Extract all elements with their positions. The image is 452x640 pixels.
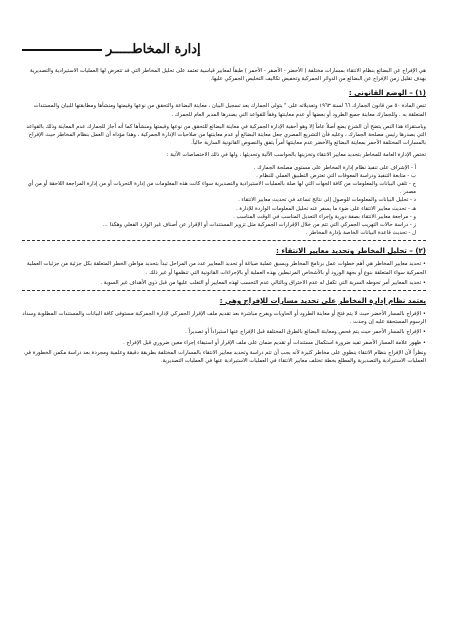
task-item: ج - تلقي البيانات والمعلومات من كافة الجهات التي لها صلة بالعمليات الاستيرادية والتصديرية سواء كانت هذه المعلومات من إدارة التحريات أو من إدارة المراجعة اللاحقة أو من أي مصدر . [27,181,416,196]
tasks-intro: تختص الإدارة العامة للمخاطر بتحديد معايير الانتقاء وتخزينها بالحواسب الآلية وتحديثها ، ولها في ذلك الاختصاصات الآتية : [166,152,426,159]
task-item: ل - تحديث قاعدة البيانات الخاصة بإدارة المخاطر . [305,230,416,237]
intro-paragraph: هي الإفراج عن البضائع بنظام الانتقاء بمسارات مختلفة ( الأخضر - الأصفر - الأحمر ) طبقاً لمعايير قياسية تعتمد على تحليل المخاطر التي قد تتعرض لها العمليات الاستيرادية والتصديرية بهدف تقليل زمن الإفراج عن البضائع من الدوائر الجمركية وتخفيض تكاليف التخليص الجمركي عليها. [30,68,426,83]
bullet-item [22,279,426,287]
bullet-text: تحديد معايير المخاطر هي أهم خطوات عمل برنامج المخاطر ويسبق عملية صياغة أو تحديد المعايير عدد من المراحل تبدأ بتحديد مواطن الخطر المتعلقة بكل جزئية من جزئيات العملية الجمركية سواء المتعلقة بنوع أو بجهة الورود أو بالأشخاص المرتبطين بهذه العملية أو بالإجراءات القانونية التي تنظمها أو غير ذلك . [26,261,426,276]
section-2-bullets [22,260,426,287]
section-3-heading: يعتمد نظام إدارة المخاطر على تحديد مسارات للإفراج وهي : [219,297,426,306]
task-item: أ - الإشراف على تنفيذ نظام إدارة المخاطر على مستوى مصلحة الجمارك . [253,164,416,171]
bullet-text: الإفراج بالمسار الأخضر حيث لا يتم فتح أو معاينة الطرود أو الحاويات ويفرج مباشرة بعد تقديم ملف الإقرار الجمركي لإدارة الجمركية مستوفى كافة البيانات والمستندات المطلوبة وسداد الرسوم المستحقة عليه إن وجدت . [22,311,426,326]
section-1-heading: (١) – الوضع القانوني : [348,89,426,98]
section-1-paragraph-1: تنص المادة ٥٠ من قانون الجمارك ٦٦ لسنة ١٩٦٣ وتعديلاته على " يتولى الجمارك بعد تسجيل البيان ، معاينة البضاعة والتحقق من نوعها وقيمتها ومنشأها ومطابقتها للبيان والمستندات المتعلقة به . وللجمارك معاينة جميع الطرود أو بعضها أو عدم معاينتها وفقاً للقواعد التي يصدرها المدير العام للجمرك . [33,103,426,118]
bullet-icon: • [421,311,426,318]
task-item: ز - دراسة حالات التهريب الجمركي التي تتم من خلال الإقرارات الجمركية مثل تزوير المستندات أو الإقرار عن أصناف غير الوارد الفعلي وهكذا ... [102,222,416,229]
task-item: ب - متابعة التنفيذ ودراسة المعوقات التي تعترض التطبيق العملي للنظام . [256,172,416,179]
bullet-icon: • [421,279,426,286]
task-item: هـ - تحديث معايير الانتقاء على ضوء ما يسفر عنه تحليل المعلومات الواردة للإدارة . [236,205,416,212]
bullet-item [22,328,426,336]
section-divider [22,240,426,241]
bullet-text: الإفراج بالمسار الأحمر حيث يتم فحص ومعاينة البضائع بالطرق المختلفة قبل الإفراج عنها استيراداً أو تصديراً . [185,329,422,336]
title-underline [22,49,102,51]
task-item: و - مراجعة معايير الانتقاء بصفة دورية وإجراء التعديل المناسب في الوقت المناسب . [233,213,416,220]
bullet-item [22,260,426,276]
section-1-paragraph-2: وباستقراء هذا النص يتضح أن الشرع يضع أصلاً عاماً إلا وهو أحقية الإدارة الجمركية في معاينة البضائع للتحقق من نوعها وقيمتها ومنشأها كما أنه أجاز للجمارك عدم المعاينة وذلك بالقواعد التي يصدرها رئيس مصلحة الجمارك ، وعليه فأن التشريع المصري جعل معاينة البضائع أو عدم معاينتها من صلاحيات الإدارة الجمركية ، وهذا مؤداه أن العمل بنظام المخاطر حيث الإفراج بالمسارات المختلفة الأحمر بمعاينة البضائع والأخضر عدم معاينتها أمراً يتفق والنصوص القانونية السارية حالياً. [26,123,426,147]
bullet-icon: • [421,339,426,346]
bullet-icon: • [421,261,426,268]
tasks-list [22,164,416,238]
task-item: د - تحليل البيانات والمعلومات للوصول إلى نتائج تساعد في تحديث معايير الانتقاء . [238,197,416,204]
bullet-text: ظهور علامة المسار الأصفر تفيد ضرورة استكمال مستندات أو تقديم ضمان على ملف الإقرار أو استيفاء إجراء معين ضروري قبل الإفراج . [123,339,422,346]
document-title: إدارة المخاطـــــر [106,42,201,57]
bullet-icon: • [421,329,426,336]
title-row [22,42,426,57]
bullet-text: تحديد المعايير أمر تحوطه السرية التي تكفل له عدم الاختراق وبالتالي عدم التحسب لهذه المعايير أو التغلب عليها من قبل ذوي الأهداف غير السوية . [100,279,422,286]
section-divider [22,290,426,291]
bullet-item [22,310,426,326]
closing-paragraph: ونظراً لأن الإفراج بنظام الانتقاء ينطوي على مخاطر كثيرة لأنه يجب أن تتم دراسة وتحديد معايير الانتقاء بالمسارات المختلفة بطريقة دقيقة وعلمية ومجردة بعد دراسة مكمن الخطورة في العمليات الاستيرادية والتصديرية والمطلع بخطة تختلف معايير الانتقاء في العمليات الاستيرادية عنها في العمليات التصديرية. [24,349,426,365]
section-3-bullets [22,310,426,347]
section-2-heading: (٢) – تحليل المخاطر وتحديد معايير الانتقاء : [276,247,426,256]
bullet-item [22,339,426,347]
